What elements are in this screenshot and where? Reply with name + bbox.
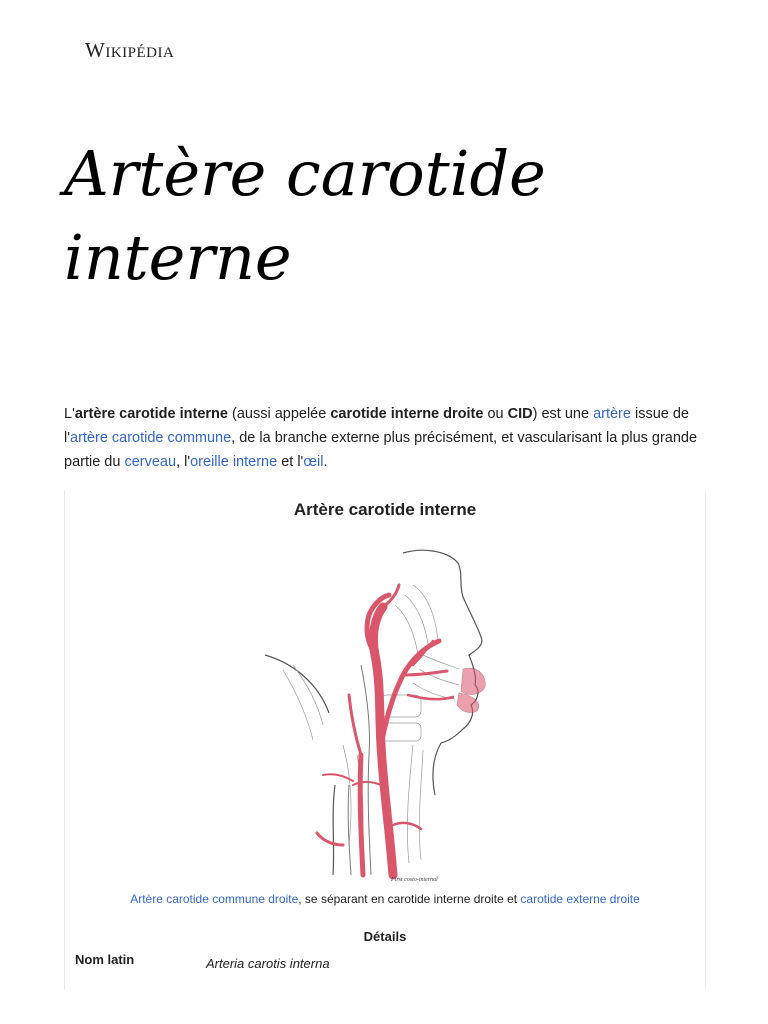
- intro-text: (aussi appelée: [227, 406, 331, 422]
- row-value-nom-latin: Arteria carotis interna: [206, 956, 330, 971]
- intro-bold-term: CID: [507, 406, 533, 422]
- page-title: Artère carotide interne: [64, 137, 546, 294]
- link-cerveau[interactable]: cerveau: [124, 454, 177, 470]
- infobox-title: Artère carotide interne: [293, 500, 477, 519]
- intro-text: et l': [277, 454, 304, 470]
- intro-text: issue de l': [64, 406, 689, 446]
- anatomical-illustration-icon[interactable]: [263, 545, 508, 885]
- intro-bold-term: artère carotide interne: [74, 406, 228, 422]
- intro-bold-term: carotide interne droite: [330, 406, 484, 422]
- intro-text: , l': [176, 454, 191, 470]
- link-oeil[interactable]: œil: [303, 454, 324, 470]
- illustration-label: First costo-internal: [391, 877, 438, 883]
- link-carotide-externe-droite[interactable]: carotide externe droite: [520, 892, 640, 906]
- mouth-region: [457, 668, 485, 713]
- intro-text: .: [323, 454, 328, 470]
- intro-text: ou: [483, 406, 508, 422]
- head-outline: [265, 550, 482, 875]
- link-carotide-commune-droite[interactable]: Artère carotide commune droite: [130, 892, 299, 906]
- link-artere-carotide-commune[interactable]: artère carotide commune: [70, 430, 232, 446]
- wikipedia-logo[interactable]: Wikipédia: [85, 38, 175, 62]
- intro-text: ) est une: [532, 406, 594, 422]
- link-oreille-interne[interactable]: oreille interne: [190, 454, 278, 470]
- intro-text: L': [64, 406, 75, 422]
- caption-text: , se séparant en carotide interne droite et: [298, 892, 521, 906]
- image-caption: [65, 892, 705, 906]
- details-header: Détails: [363, 929, 407, 944]
- arteries: [317, 585, 453, 875]
- intro-text: , de la branche externe plus précisément, et vascularisant la plus grande partie du: [64, 430, 698, 470]
- intro-paragraph: [64, 402, 704, 474]
- infobox: [64, 490, 706, 990]
- link-artere[interactable]: artère: [593, 406, 631, 422]
- row-label-nom-latin: Nom latin: [75, 952, 135, 967]
